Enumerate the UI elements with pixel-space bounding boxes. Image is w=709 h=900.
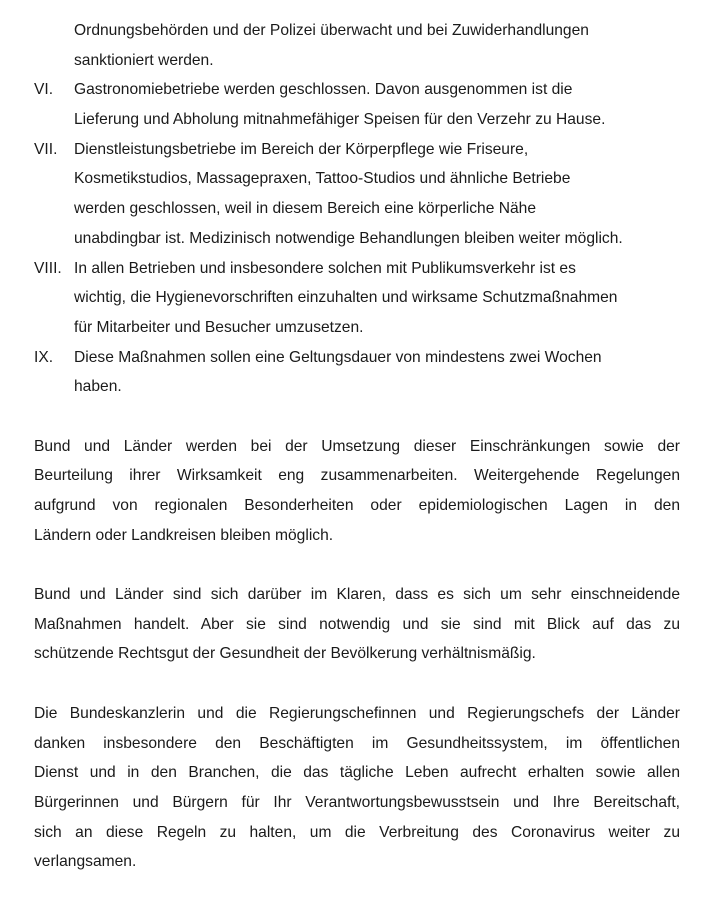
list-item-ix [34,343,680,402]
text-line: Ordnungsbehörden und der Polizei überwacht und bei Zuwiderhandlungen [74,22,589,39]
text-line: Bund und Länder sind sich darüber im Klaren, dass es sich um sehr einschneidende [34,586,680,604]
paragraph-proportionality [34,580,680,669]
paragraph-thanks [34,699,680,877]
paragraph-spacer [34,669,680,699]
paragraph-cooperation [34,432,680,551]
text-line: Kosmetikstudios, Massagepraxen, Tattoo-Studios und ähnliche Betriebe [74,170,571,188]
text-line: In allen Betrieben und insbesondere solchen mit Publikumsverkehr ist es [74,259,576,277]
item-number: VII. [34,140,58,158]
list-item-vii [34,135,680,254]
paragraph-spacer [34,550,680,580]
text-line: schützende Rechtsgut der Gesundheit der Bevölkerung verhältnismäßig. [34,645,536,663]
text-line: Gastronomiebetriebe werden geschlossen. Davon ausgenommen ist die [74,81,573,99]
text-line: Dienst und in den Branchen, die das tägliche Leben aufrecht erhalten sowie allen [34,764,680,782]
text-line: danken insbesondere den Beschäftigten im Gesundheitssystem, im öffentlichen [34,734,680,752]
item-v-continuation [34,16,680,75]
text-line: Die Bundeskanzlerin und die Regierungschefinnen und Regierungschefs der Länder [34,704,680,722]
list-item-vi [34,75,680,134]
text-line: Dienstleistungsbetriebe im Bereich der Körperpflege wie Friseure, [74,140,529,158]
item-number: IX. [34,348,54,366]
text-line: Bürgerinnen und Bürgern für Ihr Verantwortungsbewusstsein und Ihre Bereitschaft, [34,793,680,811]
text-line: werden geschlossen, weil in diesem Bereich eine körperliche Nähe [74,200,536,218]
text-line: sich an diese Regeln zu halten, um die Verbreitung des Coronavirus weiter zu [34,823,680,841]
text-line: Lieferung und Abholung mitnahmefähiger Speisen für den Verzehr zu Hause. [74,111,606,129]
text-line: haben. [74,378,122,396]
text-line: sanktioniert werden. [74,51,214,69]
text-line: wichtig, die Hygienevorschriften einzuhalten und wirksame Schutzmaßnahmen [74,289,618,307]
document-page [34,16,680,877]
text-line: verlangsamen. [34,853,137,871]
list-item-viii [34,254,680,343]
text-line: für Mitarbeiter und Besucher umzusetzen. [74,318,364,336]
item-number: VIII. [34,259,62,277]
paragraph-spacer [34,402,680,432]
text-line: Diese Maßnahmen sollen eine Geltungsdauer von mindestens zwei Wochen [74,348,602,366]
text-line: Beurteilung ihrer Wirksamkeit eng zusammenarbeiten. Weitergehende Regelungen [34,467,680,485]
text-line: Maßnahmen handelt. Aber sie sind notwendig und sie sind mit Blick auf das zu [34,615,680,633]
text-line: unabdingbar ist. Medizinisch notwendige Behandlungen bleiben weiter möglich. [74,229,623,247]
text-line: aufgrund von regionalen Besonderheiten oder epidemiologischen Lagen in den [34,497,680,514]
text-line: Bund und Länder werden bei der Umsetzung dieser Einschränkungen sowie der [34,437,680,455]
item-number: VI. [34,81,54,99]
text-line: Ländern oder Landkreisen bleiben möglich. [34,526,334,544]
